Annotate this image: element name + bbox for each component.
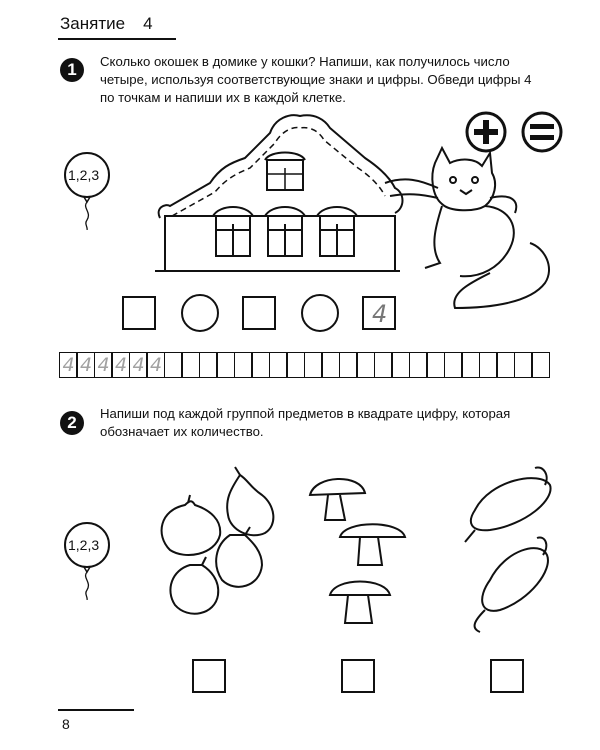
task-2-line: Напиши под каждой группой предметов в квадрате цифру, которая xyxy=(100,406,511,421)
dotted-cell[interactable]: 4 xyxy=(129,352,148,378)
empty-cell[interactable] xyxy=(356,352,375,378)
task-2-badge: 2 xyxy=(60,411,84,435)
empty-cell[interactable] xyxy=(514,352,533,378)
mushrooms-illustration xyxy=(300,465,430,635)
page-number: 8 xyxy=(62,716,70,732)
empty-cell[interactable] xyxy=(286,352,305,378)
task-1-line: Сколько окошек в домике у кошки? Напиши, как получилось число xyxy=(100,54,510,69)
answer-box-pears[interactable] xyxy=(192,659,226,693)
dotted-cell[interactable]: 4 xyxy=(111,352,130,378)
empty-cell[interactable] xyxy=(479,352,498,378)
pears-illustration xyxy=(150,465,280,625)
lesson-number: 4 xyxy=(143,14,153,33)
empty-cell[interactable] xyxy=(461,352,480,378)
task-2-instruction xyxy=(100,405,570,441)
empty-cell[interactable] xyxy=(409,352,428,378)
empty-cell[interactable] xyxy=(269,352,288,378)
empty-cell[interactable] xyxy=(321,352,340,378)
empty-cell[interactable] xyxy=(216,352,235,378)
page-number-line xyxy=(58,709,134,711)
cucumbers-illustration xyxy=(455,460,565,635)
task-1-instruction xyxy=(100,53,570,107)
sign-circle[interactable] xyxy=(181,294,219,332)
empty-cell[interactable] xyxy=(339,352,358,378)
task-1-line: четыре, используя соответствующие знаки и цифры. Обведи цифры 4 xyxy=(100,72,532,87)
empty-cell[interactable] xyxy=(426,352,445,378)
copybook-strip xyxy=(60,352,550,378)
answer-box[interactable] xyxy=(242,296,276,330)
empty-cell[interactable] xyxy=(199,352,218,378)
empty-cell[interactable] xyxy=(496,352,515,378)
empty-cell[interactable] xyxy=(251,352,270,378)
dotted-cell[interactable]: 4 xyxy=(59,352,78,378)
sign-circle[interactable] xyxy=(301,294,339,332)
dotted-cell[interactable]: 4 xyxy=(146,352,165,378)
balloon-label: 1,2,3 xyxy=(68,167,100,183)
title-underline xyxy=(58,38,176,40)
empty-cell[interactable] xyxy=(164,352,183,378)
traced-digit: 4 xyxy=(372,300,388,328)
dotted-cell[interactable]: 4 xyxy=(76,352,95,378)
empty-cell[interactable] xyxy=(391,352,410,378)
empty-cell[interactable] xyxy=(374,352,393,378)
lesson-word: Занятие xyxy=(60,14,126,33)
answer-box[interactable] xyxy=(122,296,156,330)
empty-cell[interactable] xyxy=(304,352,323,378)
task-1-badge: 1 xyxy=(60,58,84,82)
empty-cell[interactable] xyxy=(234,352,253,378)
balloon-icon xyxy=(62,150,112,230)
house-with-cat-illustration xyxy=(150,108,570,318)
answer-box-mushrooms[interactable] xyxy=(341,659,375,693)
answer-box-cucumbers[interactable] xyxy=(490,659,524,693)
empty-cell[interactable] xyxy=(444,352,463,378)
answer-box-traced[interactable] xyxy=(362,296,396,330)
lesson-title xyxy=(60,14,153,34)
dotted-cell[interactable]: 4 xyxy=(94,352,113,378)
task-1-line: по точкам и напиши их в каждой клетке. xyxy=(100,90,346,105)
empty-cell[interactable] xyxy=(181,352,200,378)
balloon-label: 1,2,3 xyxy=(68,537,100,553)
balloon-icon xyxy=(62,520,112,600)
empty-cell[interactable] xyxy=(531,352,550,378)
task-2-line: обозначает их количество. xyxy=(100,424,264,439)
